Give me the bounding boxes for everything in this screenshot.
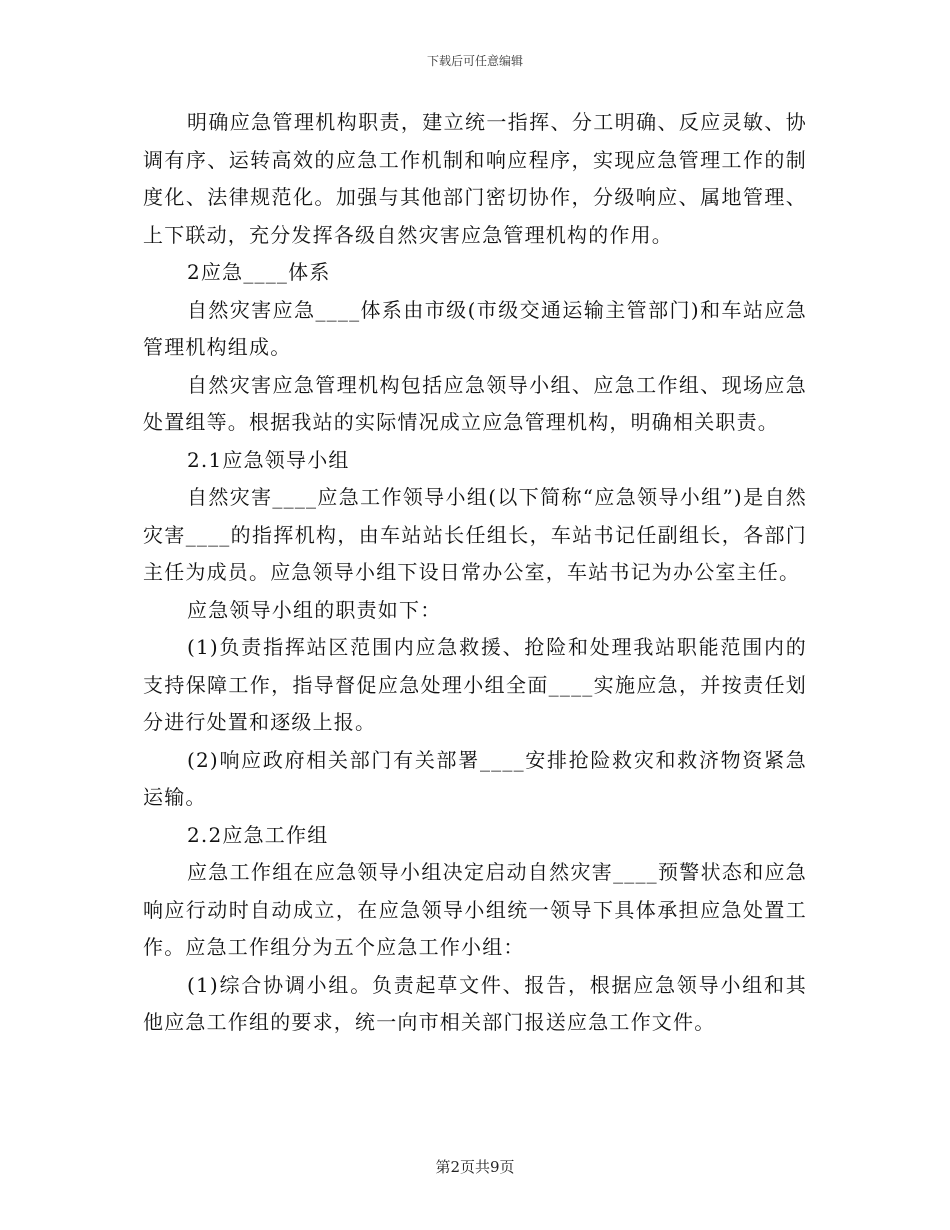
section-heading-2-2: 2.2应急工作组 [187, 822, 329, 847]
section-heading-2-1: 2.1应急领导小组 [187, 447, 350, 472]
list-item-1: (1)负责指挥站区范围内应急救援、抢险和处理我站职能范围内的支持保障工作，指导督促应急处理小组全面____实施应急，并按责任划分进行处置和逐级上报。 [143, 635, 807, 734]
paragraph-7: 应急领导小组的职责如下： [187, 597, 442, 622]
paragraph-6: 自然灾害____应急工作领导小组(以下简称“应急领导小组”)是自然灾害____的指挥机构，由车站站长任组长，车站书记任副组长，各部门主任为成员。应急领导小组下设日常办公室，车站书记为办公室主任。 [143, 485, 807, 584]
paragraph-4: 自然灾害应急管理机构包括应急领导小组、应急工作组、现场应急处置组等。根据我站的实际情况成立应急管理机构，明确相关职责。 [143, 372, 807, 434]
document-body [143, 104, 807, 1042]
list-item-3: (1)综合协调小组。负责起草文件、报告，根据应急领导小组和其他应急工作组的要求，统一向市相关部门报送应急工作文件。 [143, 972, 807, 1034]
paragraph-3: 自然灾害应急____体系由市级(市级交通运输主管部门)和车站应急管理机构组成。 [143, 297, 807, 359]
page-footer: 第2页共9页 [435, 1158, 515, 1176]
paragraph-11: 应急工作组在应急领导小组决定启动自然灾害____预警状态和应急响应行动时自动成立，在应急领导小组统一领导下具体承担应急处置工作。应急工作组分为五个应急工作小组： [143, 860, 807, 959]
page-header: 下载后可任意编辑 [426, 54, 523, 68]
list-item-2: (2)响应政府相关部门有关部署____安排抢险救灾和救济物资紧急运输。 [143, 747, 807, 809]
paragraph-1: 明确应急管理机构职责，建立统一指挥、分工明确、反应灵敏、协调有序、运转高效的应急工作机制和响应程序，实现应急管理工作的制度化、法律规范化。加强与其他部门密切协作，分级响应、属地管理、上下联动，充分发挥各级自然灾害应急管理机构的作用。 [143, 110, 807, 247]
section-heading-2: 2应急____体系 [187, 260, 331, 284]
